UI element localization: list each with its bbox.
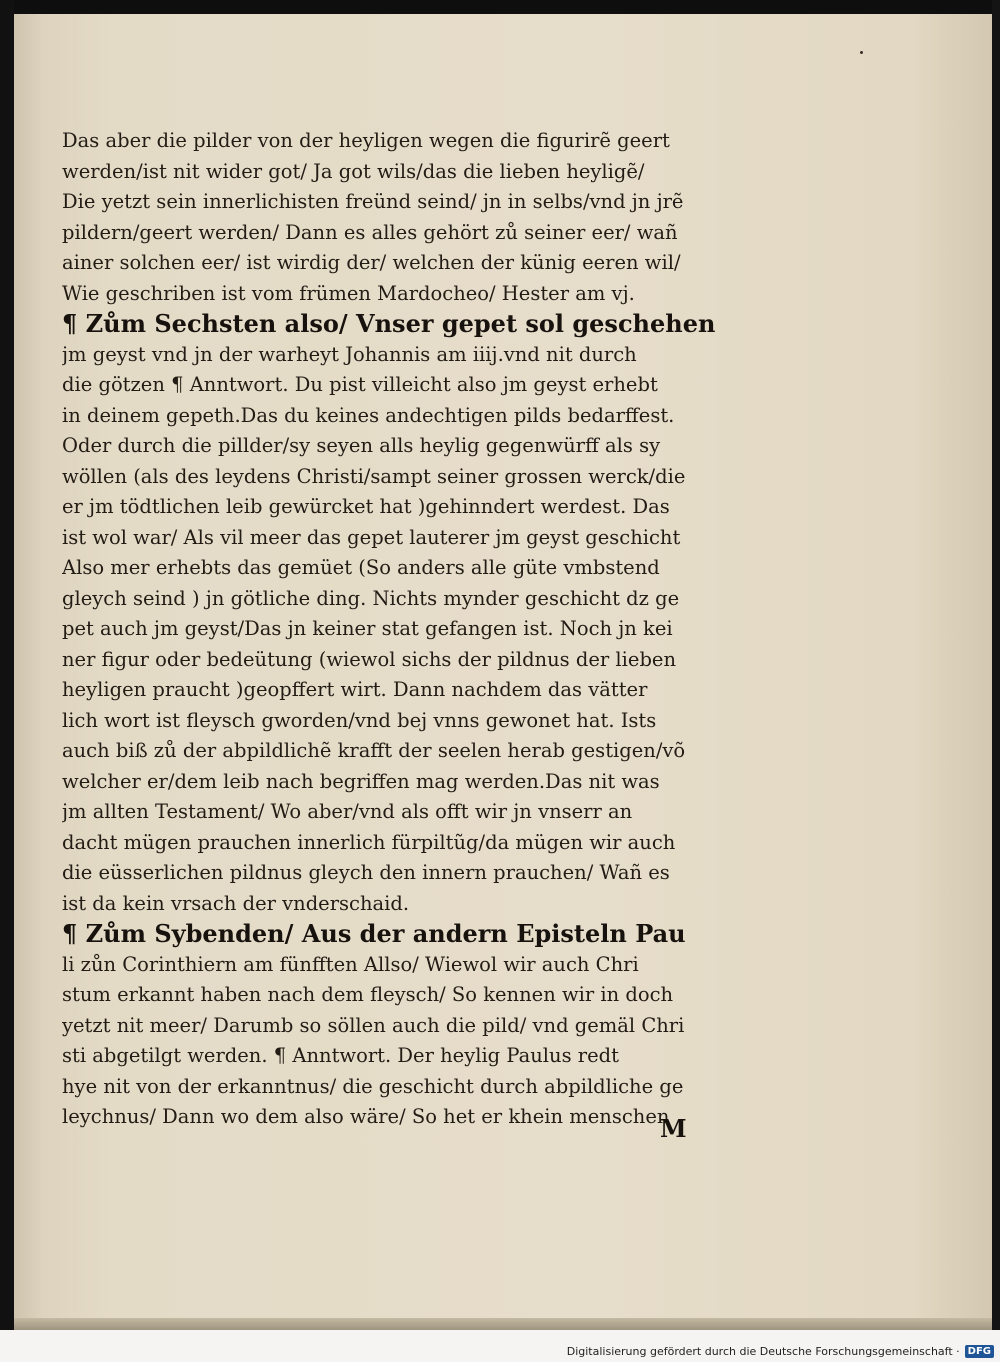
text-line: yetzt nit meer/ Darumb so söllen auch die pild/ vnd gemäl Chri	[62, 1013, 685, 1037]
text-line: ner figur oder bedeütung (wiewol sichs der pildnus der lieben	[62, 647, 677, 671]
text-line: jm geyst vnd jn der warheyt Johannis am iiij.vnd nit durch	[62, 342, 637, 366]
text-line: ainer solchen eer/ ist wirdig der/ welchen der künig eeren wil/	[62, 251, 681, 274]
text-line: ist wol war/ Als vil meer das gepet lauterer jm geyst geschicht	[62, 525, 681, 549]
text-line: stum erkannt haben nach dem fleysch/ So kennen wir in doch	[62, 983, 674, 1006]
page-bottom-edge	[14, 1318, 992, 1330]
text-line: jm allten Testament/ Wo aber/vnd als offt wir jn vnserr an	[62, 800, 633, 823]
text-line: wöllen (als des leydens Christi/sampt seiner grossen werck/die	[62, 464, 686, 488]
section-heading-sixth: ¶ Zům Sechsten also/ Vnser gepet sol geschehen	[62, 309, 716, 338]
text-line: hye nit von der erkanntnus/ die geschicht durch abpildliche ge	[62, 1074, 684, 1098]
text-line: pildern/geert werden/ Dann es alles gehört zů seiner eer/ wañ	[62, 220, 678, 244]
text-line: auch biß zů der abpildlichẽ krafft der seelen herab gestigen/võ	[62, 739, 686, 762]
dfg-logo: DFG	[965, 1345, 994, 1358]
text-line: Oder durch die pillder/sy seyen alls heylig gegenwürff als sy	[62, 434, 661, 457]
text-line: pet auch jm geyst/Das jn keiner stat gefangen ist. Noch jn kei	[62, 617, 673, 640]
section-heading-seventh: ¶ Zům Sybenden/ Aus der andern Episteln Pau	[62, 919, 686, 948]
signature-mark: M	[660, 1114, 687, 1143]
text-line: li zůn Corinthiern am fünfften Allso/ Wiewol wir auch Chri	[62, 952, 639, 976]
text-line: welcher er/dem leib nach begriffen mag werden.Das nit was	[62, 769, 660, 793]
text-block	[62, 126, 752, 1133]
text-line: Das aber die pilder von der heyligen wegen die figurirẽ geert	[62, 129, 670, 152]
scan-left-border	[0, 0, 14, 1330]
text-line: er jm tödtlichen leib gewürcket hat )gehinndert werdest. Das	[62, 495, 670, 518]
scan-right-border	[992, 0, 1000, 1330]
text-line: werden/ist nit wider got/ Ja got wils/das die lieben heyligẽ/	[62, 159, 645, 183]
footer-text: Digitalisierung gefördert durch die Deutsche Forschungsgemeinschaft ·	[566, 1345, 960, 1358]
text-line: ist da kein vrsach der vnderschaid.	[62, 891, 410, 915]
footer-attribution	[567, 1345, 994, 1358]
text-line: in deinem gepeth.Das du keines andechtigen pilds bedarffest.	[62, 403, 675, 427]
text-line: lich wort ist fleysch gworden/vnd bej vnns gewonet hat. Ists	[62, 708, 657, 732]
text-line: gleych seind ) jn götliche ding. Nichts mynder geschicht dz ge	[62, 586, 680, 610]
text-line: die götzen ¶ Anntwort. Du pist villeicht also jm geyst erhebt	[62, 373, 658, 396]
scan-top-border	[0, 0, 1000, 14]
text-line: die eüsserlichen pildnus gleych den innern prauchen/ Wañ es	[62, 861, 670, 884]
text-line: heyligen praucht )geopffert wirt. Dann nachdem das vätter	[62, 678, 648, 701]
text-line: sti abgetilgt werden. ¶ Anntwort. Der heylig Paulus redt	[62, 1044, 619, 1067]
paper-speck	[860, 51, 863, 54]
text-line: Also mer erhebts das gemüet (So anders alle güte vmbstend	[62, 556, 660, 579]
text-line: leychnus/ Dann wo dem also wäre/ So het er khein menschen	[62, 1105, 670, 1128]
text-line: Die yetzt sein innerlichisten freünd seind/ jn in selbs/vnd jn jrẽ	[62, 190, 684, 213]
text-line: dacht mügen prauchen innerlich fürpiltũg/da mügen wir auch	[62, 830, 676, 854]
text-line: Wie geschriben ist vom frümen Mardocheo/ Hester am vj.	[62, 281, 635, 305]
